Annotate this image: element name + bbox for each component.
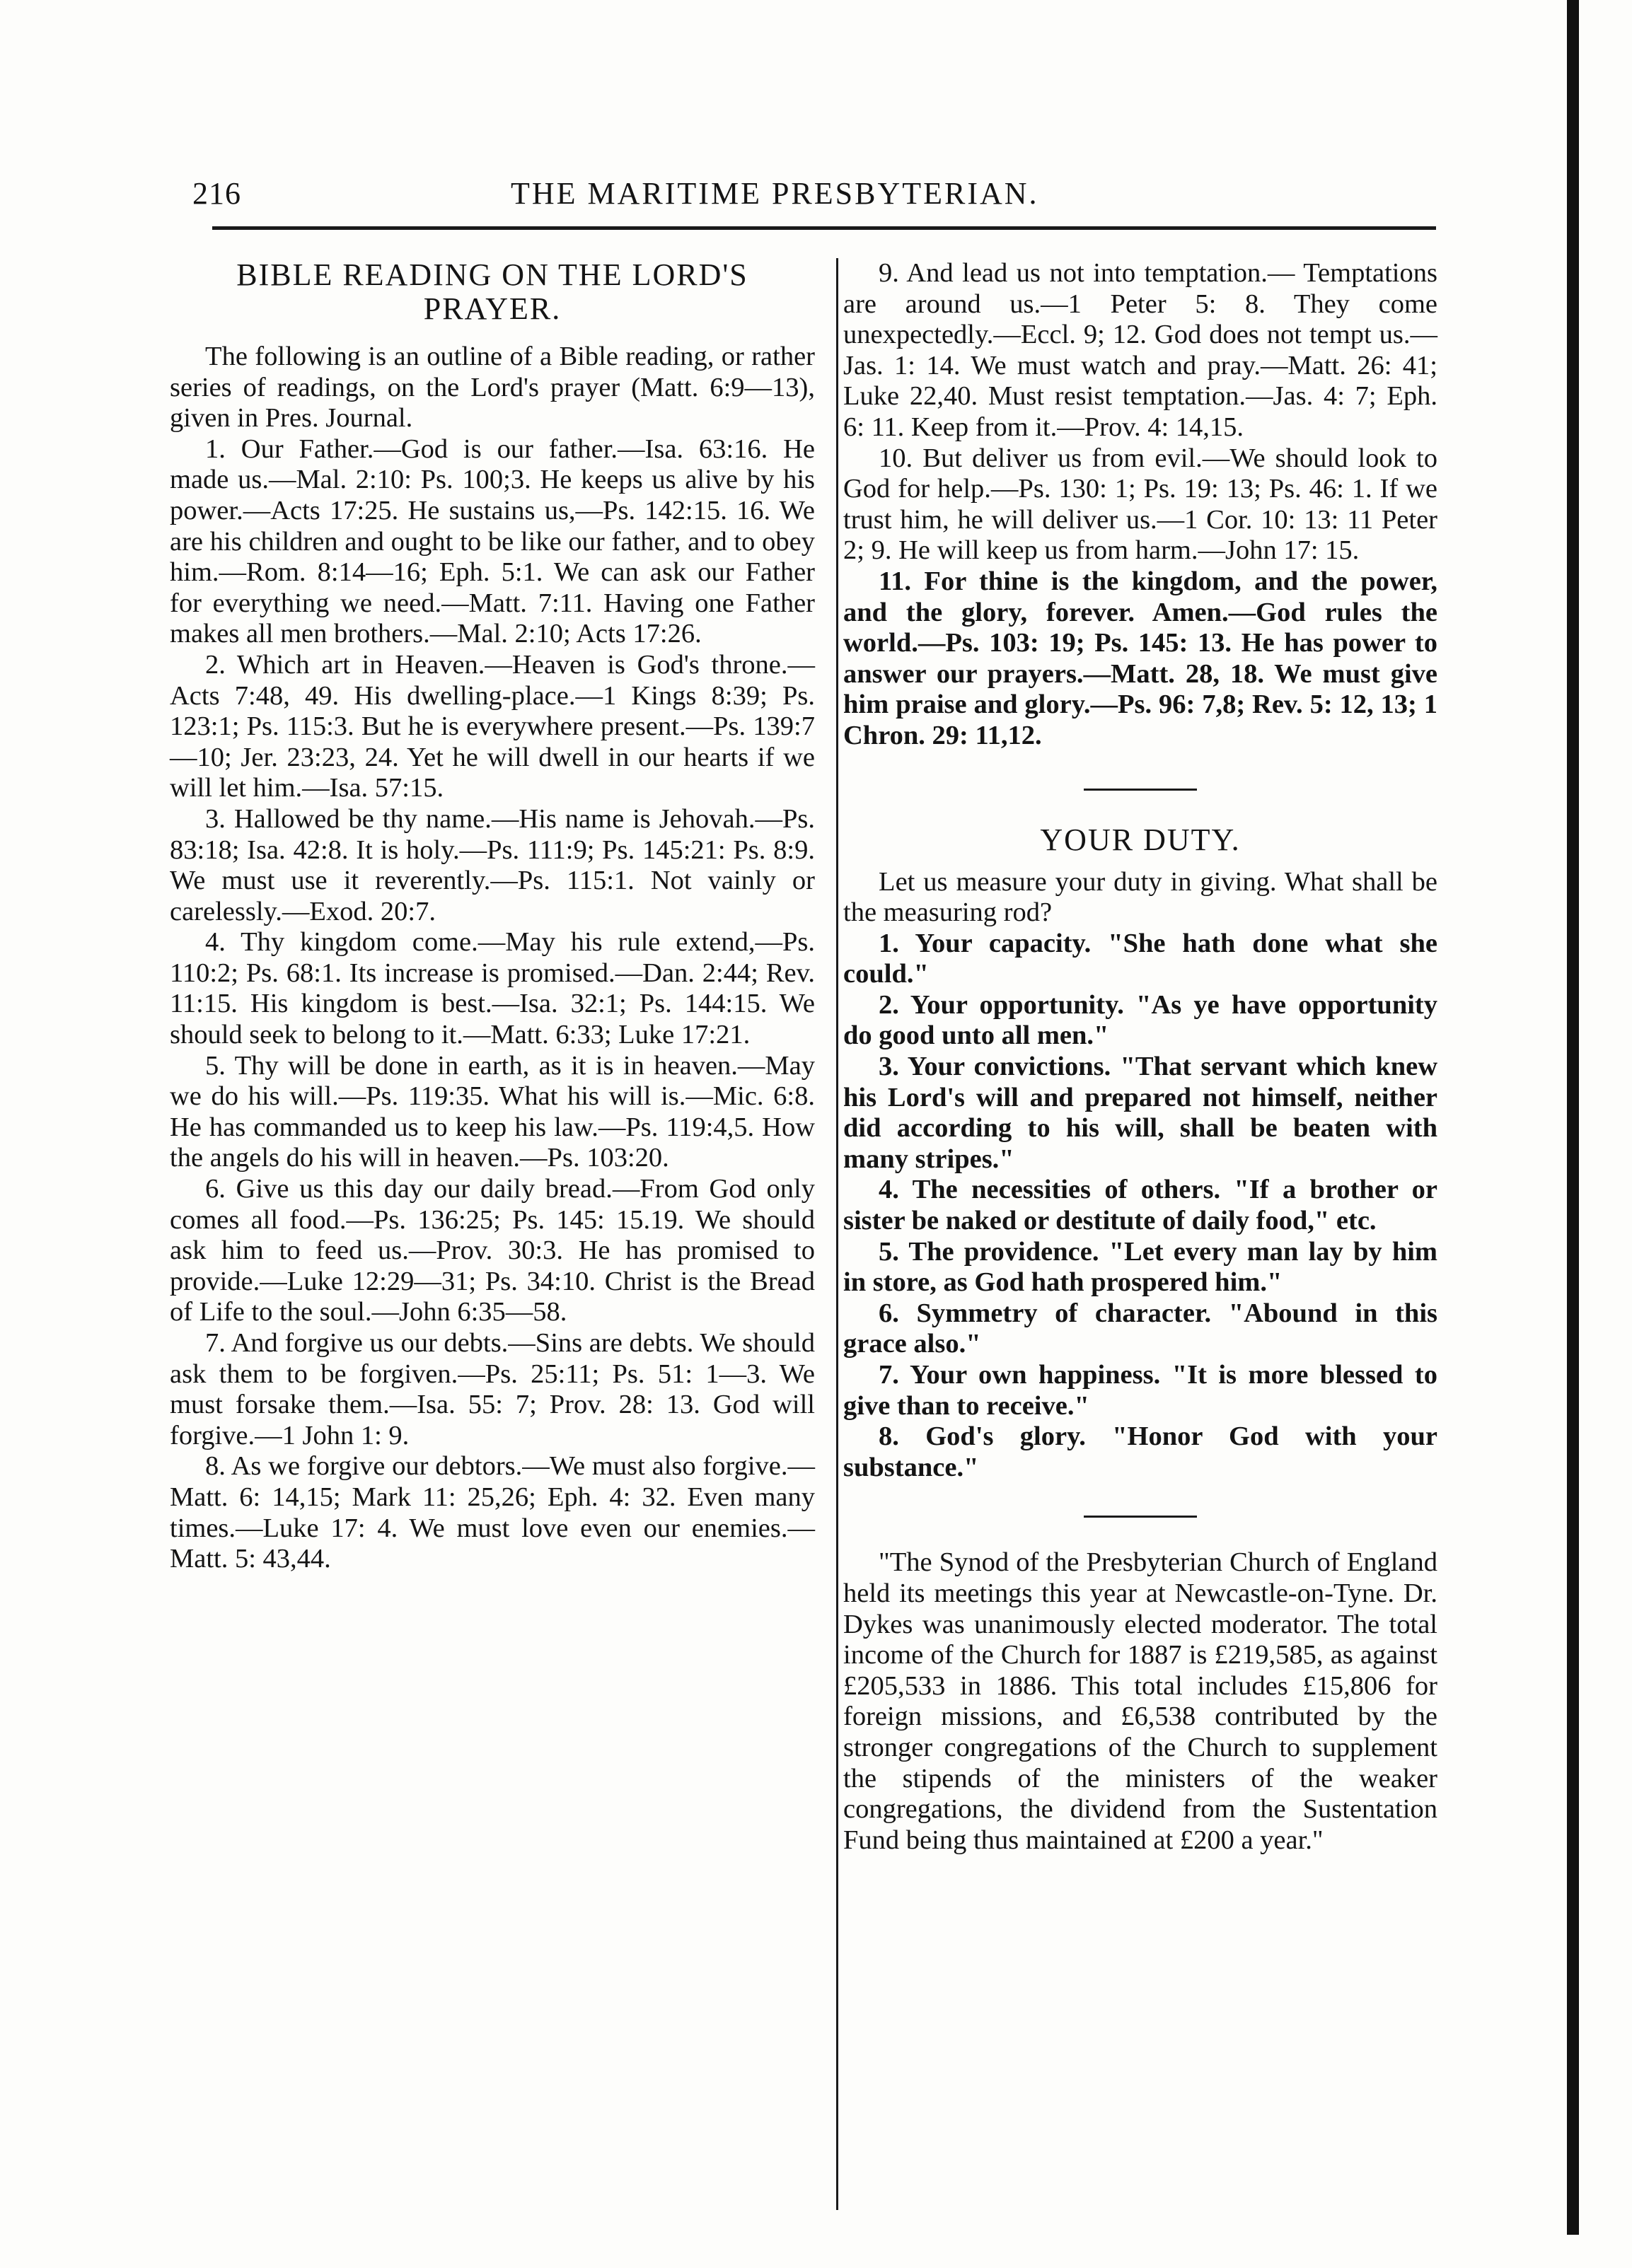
section-divider	[1084, 789, 1197, 791]
reading-item: 3. Hallowed be thy name.—His name is Jehovah.—Ps. 83:18; Isa. 42:8. It is holy.—Ps. 111:9; Ps. 145:21: Ps. 8:9. We must use it reverently.—Ps. 115:1. Not vainly or carelessly.—Exod. 20:7.	[170, 803, 815, 926]
duty-item: 1. Your capacity. "She hath done what she could."	[843, 928, 1437, 989]
article-intro: The following is an outline of a Bible reading, or rather series of readings, on the Lord's prayer (Matt. 6:9—13), given in Pres. Journal.	[170, 342, 815, 434]
duty-item: 6. Symmetry of character. "Abound in this grace also."	[843, 1298, 1437, 1359]
duty-intro: Let us measure your duty in giving. What shall be the measuring rod?	[843, 866, 1437, 928]
reading-item: 9. And lead us not into temptation.— Temptations are around us.—1 Peter 5: 8. They come unexpectedly.—Eccl. 9; 12. God does not tempt us.—Jas. 1: 14. We must watch and pray.—Matt. 26: 41; Luke 22,40. Must resist temptation.—Jas. 4: 7; Eph. 6: 11. Keep from it.—Prov. 4: 14,15.	[843, 258, 1437, 442]
right-column	[843, 258, 1437, 1856]
reading-item: 6. Give us this day our daily bread.—From God only comes all food.—Ps. 136:25; Ps. 145: 15.19. We should ask him to feed us.—Prov. 30:3. He has promised to provide.—Luke 12:29—31; Ps. 34:10. Christ is the Bread of Life to the soul.—John 6:35—58.	[170, 1174, 815, 1327]
reading-item: 1. Our Father.—God is our father.—Isa. 63:16. He made us.—Mal. 2:10: Ps. 100;3. He keeps us alive by his power.—Acts 17:25. He sustains us,—Ps. 142:15. 16. We are his children and ought to be like our father, and to obey him.—Rom. 8:14—16; Eph. 5:1. We can ask our Father for everything we need.—Matt. 7:11. Having one Father makes all men brothers.—Mal. 2:10; Acts 17:26.	[170, 434, 815, 649]
journal-title: THE MARITIME PRESBYTERIAN.	[511, 176, 1039, 211]
reading-item: 4. Thy kingdom come.—May his rule extend,—Ps. 110:2; Ps. 68:1. Its increase is promised.—Dan. 2:44; Rev. 11:15. His kingdom is best.—Isa. 32:1; Ps. 144:15. We should seek to belong to it.—Matt. 6:33; Luke 17:21.	[170, 927, 815, 1050]
reading-item: 10. But deliver us from evil.—We should look to God for help.—Ps. 130: 1; Ps. 19: 13; Ps. 46: 1. If we trust him, he will deliver us.—1 Cor. 10: 13: 11 Peter 2; 9. He will keep us from harm.—John 17: 15.	[843, 443, 1437, 566]
article-title-your-duty: YOUR DUTY.	[1040, 822, 1241, 857]
duty-item: 5. The providence. "Let every man lay by him in store, as God hath prospered him."	[843, 1236, 1437, 1298]
reading-item: 8. As we forgive our debtors.—We must also forgive.—Matt. 6: 14,15; Mark 11: 25,26; Eph. 4: 32. Even many times.—Luke 17: 4. We must love even our enemies.—Matt. 5: 43,44.	[170, 1451, 815, 1574]
scan-edge-bar	[1567, 0, 1579, 2235]
section-divider	[1084, 1516, 1197, 1518]
duty-item: 7. Your own happiness. "It is more blessed to give than to receive."	[843, 1360, 1437, 1421]
header-rule	[212, 226, 1436, 230]
duty-item: 4. The necessities of others. "If a brother or sister be naked or destitute of daily food," etc.	[843, 1175, 1437, 1236]
duty-item: 2. Your opportunity. "As ye have opportunity do good unto all men."	[843, 989, 1437, 1051]
article-title-bible-reading: BIBLE READING ON THE LORD'S PRAYER.	[236, 257, 748, 326]
spacer	[843, 857, 1437, 867]
page-header	[192, 168, 1437, 225]
left-column	[170, 258, 815, 1575]
synod-note: "The Synod of the Presbyterian Church of England held its meetings this year at Newcastle-on-Tyne. Dr. Dykes was unanimously elected moderator. The total income of the Church for 1887 is £219,585, as against £205,533 in 1886. This total includes £15,806 for foreign missions, and £6,538 contributed by the stronger congregations of the Church to supplement the stipends of the ministers of the weaker congregations, the dividend from the Sustentation Fund being thus maintained at £200 a year."	[843, 1547, 1437, 1855]
reading-item: 7. And forgive us our debts.—Sins are debts. We should ask them to be forgiven.—Ps. 25:11; Ps. 51: 1—3. We must forsake them.—Isa. 55: 7; Prov. 28: 13. God will forgive.—1 John 1: 9.	[170, 1328, 815, 1450]
reading-item: 2. Which art in Heaven.—Heaven is God's throne.—Acts 7:48, 49. His dwelling-place.—1 Kings 8:39; Ps. 123:1; Ps. 115:3. But he is everywhere present.—Ps. 139:7—10; Jer. 23:23, 24. Yet he will dwell in our hearts if we will let him.—Isa. 57:15.	[170, 649, 815, 803]
duty-item: 3. Your convictions. "That servant which knew his Lord's will and prepared not himself, neither did according to his will, shall be beaten with many stripes."	[843, 1052, 1437, 1174]
page-number: 216	[192, 176, 241, 211]
column-divider	[836, 258, 838, 2210]
duty-item: 8. God's glory. "Honor God with your substance."	[843, 1421, 1437, 1482]
reading-item: 11. For thine is the kingdom, and the power, and the glory, forever. Amen.—God rules the world.—Ps. 103: 19; Ps. 145: 13. He has power to answer our prayers.—Matt. 28, 18. We must give him praise and glory.—Ps. 96: 7,8; Rev. 5: 12, 13; 1 Chron. 29: 11,12.	[843, 566, 1437, 750]
reading-item: 5. Thy will be done in earth, as it is in heaven.—May we do his will.—Ps. 119:35. What his will is.—Mic. 6:8. He has commanded us to keep his law.—Ps. 119:4,5. How the angels do his will in heaven.—Ps. 103:20.	[170, 1050, 815, 1173]
